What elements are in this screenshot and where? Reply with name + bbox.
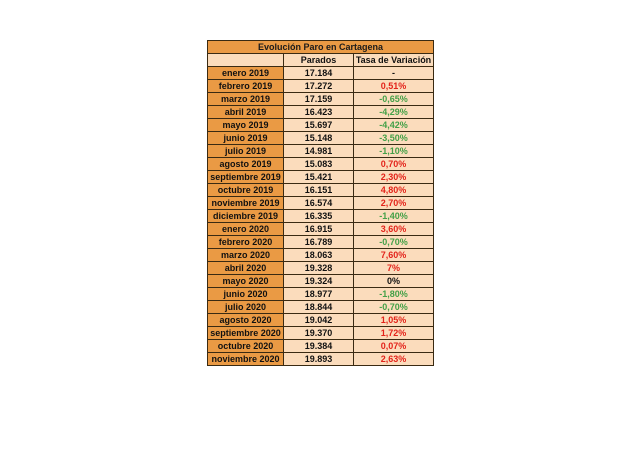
month-cell: noviembre 2020 — [208, 353, 284, 366]
tasa-variacion-cell: -1,10% — [354, 145, 434, 158]
parados-cell: 18.844 — [284, 301, 354, 314]
month-cell: febrero 2019 — [208, 80, 284, 93]
month-cell: agosto 2020 — [208, 314, 284, 327]
parados-cell: 15.421 — [284, 171, 354, 184]
month-cell: junio 2019 — [208, 132, 284, 145]
table-row — [208, 132, 434, 145]
table-row — [208, 210, 434, 223]
table-row — [208, 327, 434, 340]
parados-cell: 16.423 — [284, 106, 354, 119]
parados-cell: 18.977 — [284, 288, 354, 301]
parados-cell: 16.335 — [284, 210, 354, 223]
tasa-variacion-cell: 1,05% — [354, 314, 434, 327]
month-cell: abril 2020 — [208, 262, 284, 275]
tasa-variacion-cell: 0% — [354, 275, 434, 288]
parados-cell: 19.328 — [284, 262, 354, 275]
tasa-variacion-cell: -1,80% — [354, 288, 434, 301]
table-row — [208, 301, 434, 314]
parados-cell: 19.384 — [284, 340, 354, 353]
tasa-variacion-cell: 7% — [354, 262, 434, 275]
parados-cell: 16.915 — [284, 223, 354, 236]
table-row — [208, 106, 434, 119]
parados-cell: 19.370 — [284, 327, 354, 340]
month-cell: octubre 2020 — [208, 340, 284, 353]
tasa-variacion-cell: 2,63% — [354, 353, 434, 366]
tasa-variacion-cell: -3,50% — [354, 132, 434, 145]
table-row — [208, 145, 434, 158]
month-cell: septiembre 2020 — [208, 327, 284, 340]
parados-cell: 16.789 — [284, 236, 354, 249]
table-row — [208, 171, 434, 184]
parados-cell: 19.893 — [284, 353, 354, 366]
table-row — [208, 184, 434, 197]
tasa-variacion-cell: 0,07% — [354, 340, 434, 353]
month-cell: octubre 2019 — [208, 184, 284, 197]
month-cell: diciembre 2019 — [208, 210, 284, 223]
month-cell: marzo 2019 — [208, 93, 284, 106]
month-cell: enero 2019 — [208, 67, 284, 80]
tasa-variacion-cell: 1,72% — [354, 327, 434, 340]
unemployment-table — [207, 40, 434, 366]
month-cell: julio 2020 — [208, 301, 284, 314]
tasa-variacion-cell: -4,42% — [354, 119, 434, 132]
month-cell: febrero 2020 — [208, 236, 284, 249]
parados-cell: 14.981 — [284, 145, 354, 158]
tasa-variacion-cell: - — [354, 67, 434, 80]
tasa-variacion-cell: 0,51% — [354, 80, 434, 93]
header-parados: Parados — [284, 54, 354, 67]
tasa-variacion-cell: 0,70% — [354, 158, 434, 171]
table-row — [208, 197, 434, 210]
table-row — [208, 119, 434, 132]
table-row — [208, 340, 434, 353]
parados-cell: 16.574 — [284, 197, 354, 210]
tasa-variacion-cell: 7,60% — [354, 249, 434, 262]
tasa-variacion-cell: 2,30% — [354, 171, 434, 184]
table-row — [208, 262, 434, 275]
table-row — [208, 288, 434, 301]
table-row — [208, 236, 434, 249]
parados-cell: 17.159 — [284, 93, 354, 106]
month-cell: abril 2019 — [208, 106, 284, 119]
table-body — [208, 67, 434, 366]
month-cell: junio 2020 — [208, 288, 284, 301]
tasa-variacion-cell: -0,65% — [354, 93, 434, 106]
parados-cell: 17.272 — [284, 80, 354, 93]
tasa-variacion-cell: 3,60% — [354, 223, 434, 236]
parados-cell: 15.083 — [284, 158, 354, 171]
month-cell: noviembre 2019 — [208, 197, 284, 210]
month-cell: julio 2019 — [208, 145, 284, 158]
month-cell: mayo 2020 — [208, 275, 284, 288]
tasa-variacion-cell: -1,40% — [354, 210, 434, 223]
tasa-variacion-cell: -4,29% — [354, 106, 434, 119]
month-cell: mayo 2019 — [208, 119, 284, 132]
parados-cell: 19.042 — [284, 314, 354, 327]
parados-cell: 18.063 — [284, 249, 354, 262]
table-row — [208, 158, 434, 171]
table-row — [208, 275, 434, 288]
month-cell: enero 2020 — [208, 223, 284, 236]
parados-cell: 15.148 — [284, 132, 354, 145]
table-row — [208, 223, 434, 236]
tasa-variacion-cell: 2,70% — [354, 197, 434, 210]
month-cell: marzo 2020 — [208, 249, 284, 262]
table-row — [208, 353, 434, 366]
month-cell: septiembre 2019 — [208, 171, 284, 184]
tasa-variacion-cell: 4,80% — [354, 184, 434, 197]
parados-cell: 15.697 — [284, 119, 354, 132]
parados-cell: 19.324 — [284, 275, 354, 288]
table-row — [208, 249, 434, 262]
table-row — [208, 67, 434, 80]
parados-cell: 16.151 — [284, 184, 354, 197]
header-blank-cell — [208, 54, 284, 67]
table-title: Evolución Paro en Cartagena — [208, 41, 434, 54]
tasa-variacion-cell: -0,70% — [354, 236, 434, 249]
header-tasa-variacion: Tasa de Variación — [354, 54, 434, 67]
table-row — [208, 80, 434, 93]
table-row — [208, 93, 434, 106]
month-cell: agosto 2019 — [208, 158, 284, 171]
parados-cell: 17.184 — [284, 67, 354, 80]
table-row — [208, 314, 434, 327]
tasa-variacion-cell: -0,70% — [354, 301, 434, 314]
